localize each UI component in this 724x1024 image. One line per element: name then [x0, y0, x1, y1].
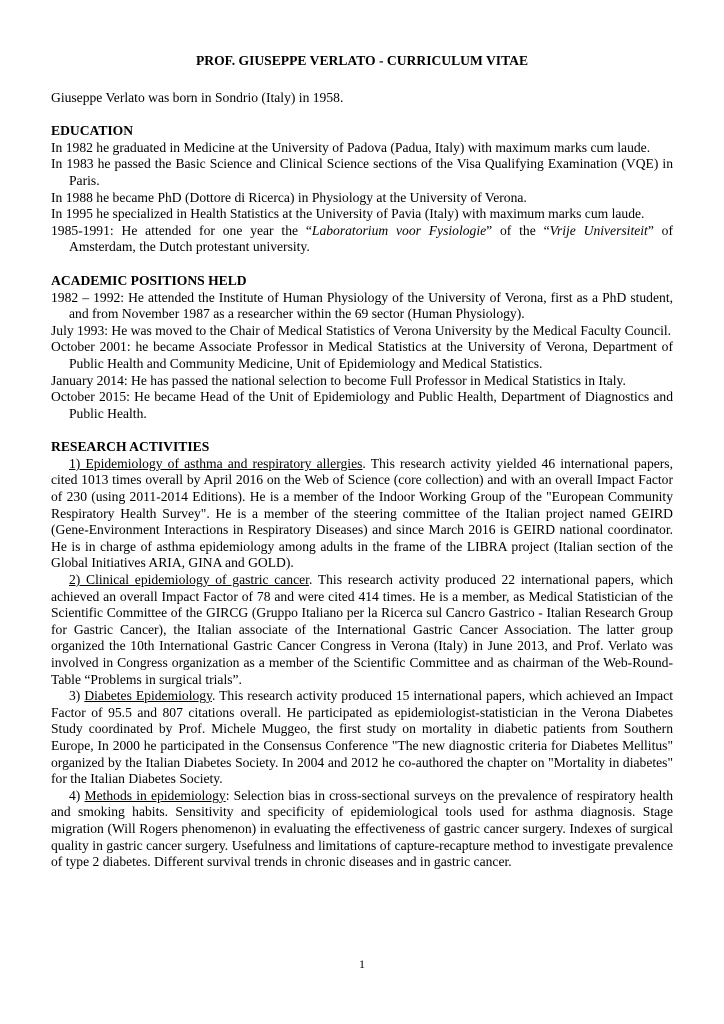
- text-run: : Selection bias in cross-sectional surveys on the prevalence of respiratory health and smoking habits. Sensitivity and specificity of epidemiological tools used for asthma diagnosis. Stage migration (Will Rogers phenomenon) in evaluating the effectiveness of gastric cancer surgery. Indexes of surgical quality in gastric cancer surgery. Usefulness and limitations of capture-recapture method to investigate prevalence of type 2 diabetes. Different survival trends in chronic diseases and in gastric cancer.: [51, 787, 673, 870]
- education-item: In 1982 he graduated in Medicine at the University of Padova (Padua, Italy) with maximum marks cum laude.: [51, 139, 651, 155]
- text-run: ” of Amsterdam, the Dutch protestant university.: [69, 222, 673, 255]
- birth-statement: Giuseppe Verlato was born in Sondrio (Italy) in 1958.: [51, 89, 344, 105]
- education-item: In 1983 he passed the Basic Science and Clinical Science sections of the Visa Qualifying Examination (VQE) in Paris.: [51, 156, 673, 188]
- position-item: October 2015: He became Head of the Unit of Epidemiology and Public Health, Department of Diagnostics and Public Health.: [51, 389, 673, 421]
- research-paragraph: [51, 572, 673, 688]
- position-item: July 1993: He was moved to the Chair of Medical Statistics of Verona University by the Medical Faculty Council.: [51, 322, 672, 338]
- page-title: PROF. GIUSEPPE VERLATO - CURRICULUM VITAE: [195, 53, 529, 68]
- position-item: January 2014: He has passed the national selection to become Full Professor in Medical Statistics in Italy.: [51, 372, 626, 388]
- education-item: In 1995 he specialized in Health Statistics at the University of Pavia (Italy) with maximum marks cum laude.: [51, 206, 645, 222]
- education-heading: EDUCATION: [51, 123, 134, 139]
- text-run: ” of the “: [486, 222, 550, 238]
- research-topic: 2) Clinical epidemiology of gastric cancer: [69, 572, 309, 588]
- education-item: In 1988 he became PhD (Dottore di Ricerca) in Physiology at the University of Verona.: [51, 189, 527, 205]
- text-run: . This research activity produced 15 international papers, which achieved an Impact Factor of 95.5 and 807 citations overall. He participated as epidemiologist-statistician in the Verona Diabetes Study coordinated by Prof. Michele Muggeo, the first study on mortality in diabetic patients from Southern Europe, In 2000 he participated in the Consensus Conference "The new diagnostic criteria for Diabetes Mellitus" organized by the Italian Diabetes Society. In 2004 and 2012 he co-authored the chapter on "Mortality in diabetes" for the Italian Diabetes Society.: [51, 688, 673, 787]
- italic-institution: Laboratorium voor Fysiologie: [311, 222, 487, 238]
- research-topic: Methods in epidemiology: [84, 787, 226, 803]
- research-paragraph: [51, 688, 673, 788]
- page-number: 1: [359, 957, 365, 971]
- text-run: . This research activity produced 22 international papers, which achieved an overall Impact Factor of 78 and were cited 414 times. He is a member, as Medical Statistician of the Scientific Committee of the GIRCG (Gruppo Italiano per la Ricerca sul Cancro Gastrico - Italian Research Group for Gastric Cancer), the Italian associate of the International Gastric Cancer Association. The latter group organized the 10th International Gastric Cancer Congress in Verona (Italy) in June 2013, and Prof. Verlato was involved in Congress organization as a member of the Scientific Committee and as chairman of the Web-Round-Table “Problems in surgical trials”.: [51, 572, 673, 687]
- research-paragraph: [51, 456, 673, 572]
- position-item: 1982 – 1992: He attended the Institute of Human Physiology of the University of Verona, first as a PhD student, and from November 1987 as a researcher within the 69 sector (Human Physiology).: [51, 289, 673, 322]
- position-item: October 2001: he became Associate Professor in Medical Statistics at the University of Verona, Department of Public Health and Community Medicine, Unit of Epidemiology and Medical Statistics.: [51, 339, 673, 371]
- text-run: 3): [69, 688, 85, 704]
- research-heading: RESEARCH ACTIVITIES: [51, 439, 210, 455]
- text-run: . This research activity yielded 46 international papers, cited 1013 times overall by April 2016 on the Web of Science (core collection) and with an overall Impact Factor of 230 (using 2011-2014 Editions). He is a member of the Indoor Working Group of the "European Community Respiratory Health Survey". He is a member of the steering committee of the Italian project named GEIRD (Gene-Environment Interactions in Respiratory Diseases) and since March 2016 is GEIRD national coordinator. He is in charge of asthma epidemiology among adults in the frame of the LIBRA project (Italian section of the Global Initiatives ARIA, GINA and GOLD).: [51, 455, 673, 571]
- education-item-amsterdam: [51, 223, 673, 256]
- research-topic: Diabetes Epidemiology: [84, 688, 212, 704]
- text-run: 1985-1991: He attended for one year the “: [51, 222, 312, 238]
- research-paragraph: [51, 788, 673, 871]
- italic-university: Vrije Universiteit: [549, 222, 648, 238]
- research-topic: 1) Epidemiology of asthma and respiratory allergies: [69, 455, 363, 471]
- positions-heading: ACADEMIC POSITIONS HELD: [51, 272, 247, 288]
- text-run: 4): [69, 787, 85, 803]
